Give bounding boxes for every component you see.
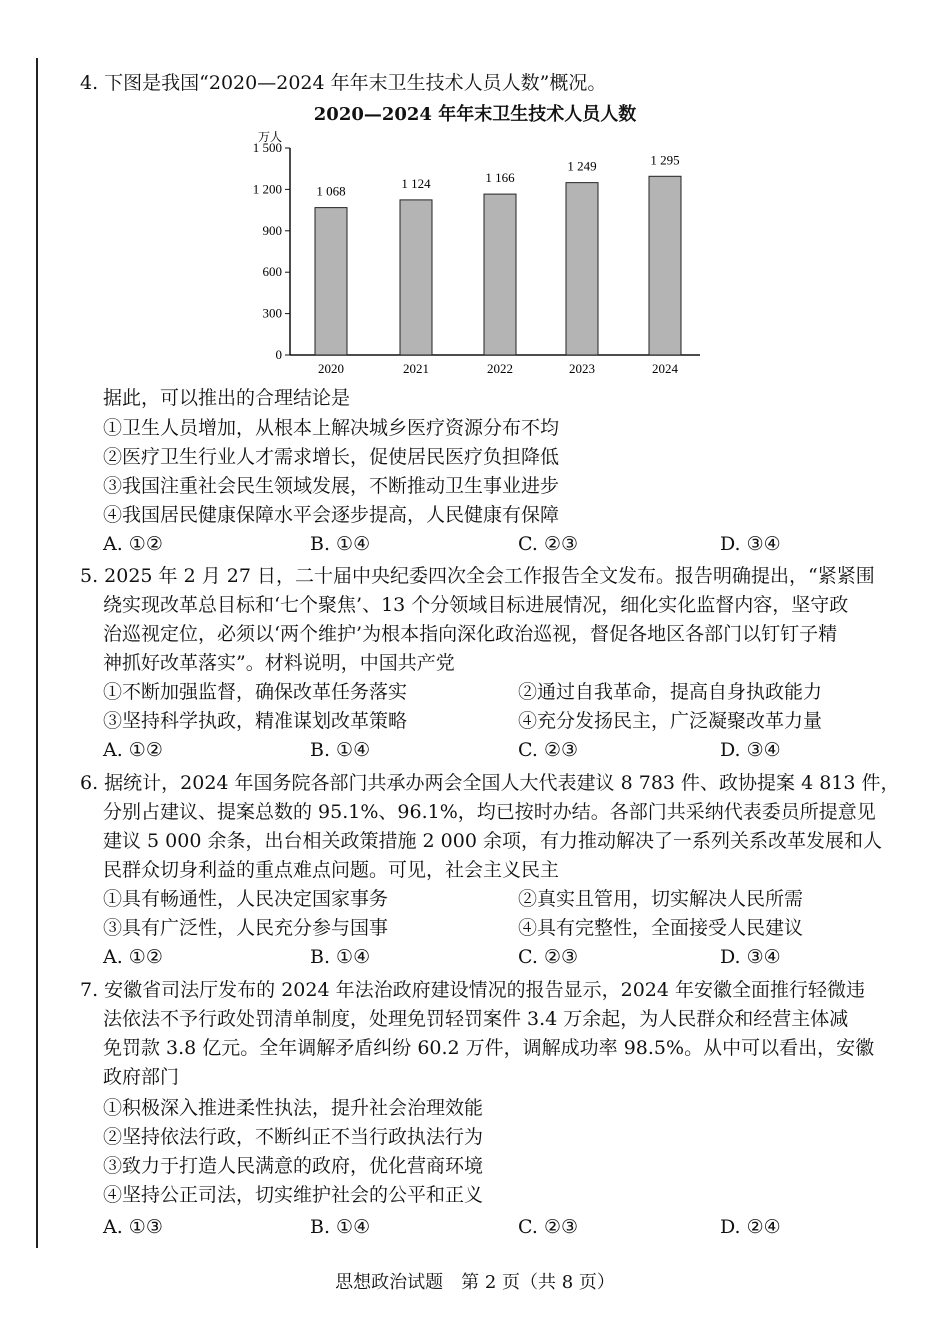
q7-line-1: 7. 安徽省司法厅发布的 2024 年法治政府建设情况的报告显示，2024 年安徽全面推行轻微违: [80, 979, 865, 1001]
q4-choice-d[interactable]: D. ③④: [720, 533, 781, 555]
q5-item-1: ①不断加强监督，确保改革任务落实: [103, 681, 408, 703]
bar-value-label: 1 124: [401, 175, 431, 191]
q7-choice-a[interactable]: A. ①③: [103, 1216, 163, 1238]
y-tick-label: 300: [262, 305, 282, 321]
bar-value-label: 1 068: [316, 183, 346, 199]
bar-2024: [649, 176, 681, 355]
y-tick-label: 600: [262, 264, 282, 280]
bar-2021: [400, 200, 432, 355]
q4-stem: 4. 下图是我国“2020—2024 年年末卫生技术人员人数”概况。: [80, 72, 607, 94]
q4-lead: 据此，可以推出的合理结论是: [103, 387, 351, 409]
q5-choice-d[interactable]: D. ③④: [720, 739, 781, 761]
q7-choice-d[interactable]: D. ②④: [720, 1216, 781, 1238]
q4-item-3: ③我国注重社会民生领域发展，不断推动卫生事业进步: [103, 475, 560, 497]
x-tick-label: 2023: [569, 361, 595, 376]
q7-item-4: ④坚持公正司法，切实维护社会的公平和正义: [103, 1184, 484, 1206]
q6-line-1: 6. 据统计，2024 年国务院各部门共承办两会全国人大代表建议 8 783 件、政协提案 4 813 件，: [80, 772, 900, 794]
chart-title: 2020—2024 年年末卫生技术人员人数: [313, 104, 637, 125]
q4-item-1: ①卫生人员增加，从根本上解决城乡医疗资源分布不均: [103, 417, 560, 439]
q6-line-2: 分别占建议、提案总数的 95.1%、96.1%，均已按时办结。各部门共采纳代表委员所提意见: [103, 801, 876, 823]
q5-item-3: ③坚持科学执政，精准谋划改革策略: [103, 710, 408, 732]
bar-value-label: 1 295: [650, 152, 680, 168]
bar-value-label: 1 249: [567, 158, 597, 174]
q6-item-4: ④具有完整性，全面接受人民建议: [518, 917, 804, 939]
q6-line-3: 建议 5 000 余条，出台相关政策措施 2 000 余项，有力推动解决了一系列关系改革发展和人: [103, 830, 882, 852]
x-tick-label: 2020: [318, 361, 344, 376]
q7-item-1: ①积极深入推进柔性执法，提升社会治理效能: [103, 1097, 484, 1119]
y-tick-label: 0: [275, 347, 282, 362]
q6-item-2: ②真实且管用，切实解决人民所需: [518, 888, 804, 910]
q5-line-3: 治巡视定位，必须以‘两个维护’为根本指向深化政治巡视，督促各地区各部门以钉钉子精: [103, 623, 838, 645]
y-axis-unit: 万人: [257, 130, 283, 144]
y-tick-label: 1 200: [252, 181, 282, 197]
q5-line-2: 绕实现改革总目标和‘七个聚焦’、13 个分领域目标进展情况，细化实化监督内容，坚守政: [103, 594, 849, 616]
q5-choice-b[interactable]: B. ①④: [310, 739, 371, 761]
q7-line-4: 政府部门: [103, 1066, 180, 1088]
q7-item-2: ②坚持依法行政，不断纠正不当行政执法行为: [103, 1126, 484, 1148]
q6-choice-b[interactable]: B. ①④: [310, 946, 371, 968]
q6-item-1: ①具有畅通性，人民决定国家事务: [103, 888, 389, 910]
q5-choice-c[interactable]: C. ②③: [518, 739, 579, 761]
q6-choice-c[interactable]: C. ②③: [518, 946, 579, 968]
bar-2023: [566, 183, 598, 355]
q7-choice-b[interactable]: B. ①④: [310, 1216, 371, 1238]
bar-value-label: 1 166: [485, 170, 515, 186]
y-tick-label: 1 500: [252, 140, 282, 155]
x-tick-label: 2021: [403, 361, 429, 376]
q6-line-4: 民群众切身利益的重点难点问题。可见，社会主义民主: [103, 859, 560, 881]
y-tick-label: 900: [262, 222, 282, 238]
q4-choice-b[interactable]: B. ①④: [310, 533, 371, 555]
q4-choice-c[interactable]: C. ②③: [518, 533, 579, 555]
bar-2020: [315, 208, 347, 355]
q4-choice-a[interactable]: A. ①②: [103, 533, 163, 555]
q5-line-4: 神抓好改革落实”。材料说明，中国共产党: [103, 652, 455, 674]
q6-item-3: ③具有广泛性，人民充分参与国事: [103, 917, 389, 939]
q7-line-2: 法依法不予行政处罚清单制度，处理免罚轻罚案件 3.4 万余起，为人民群众和经营主体减: [103, 1008, 849, 1030]
q7-item-3: ③致力于打造人民满意的政府，优化营商环境: [103, 1155, 484, 1177]
q5-choice-a[interactable]: A. ①②: [103, 739, 163, 761]
page-footer: 思想政治试题 第 2 页（共 8 页）: [335, 1272, 615, 1293]
q4-item-4: ④我国居民健康保障水平会逐步提高，人民健康有保障: [103, 504, 560, 526]
x-tick-label: 2022: [487, 361, 513, 376]
q6-choice-a[interactable]: A. ①②: [103, 946, 163, 968]
bar-2022: [484, 194, 516, 355]
q7-choice-c[interactable]: C. ②③: [518, 1216, 579, 1238]
x-tick-label: 2024: [652, 361, 678, 376]
bar-chart: [0, 0, 950, 400]
q6-choice-d[interactable]: D. ③④: [720, 946, 781, 968]
q7-line-3: 免罚款 3.8 亿元。全年调解矛盾纠纷 60.2 万件，调解成功率 98.5%。从中可以看出，安徽: [103, 1037, 875, 1059]
q5-item-2: ②通过自我革命，提高自身执政能力: [518, 681, 823, 703]
q5-item-4: ④充分发扬民主，广泛凝聚改革力量: [518, 710, 823, 732]
q4-item-2: ②医疗卫生行业人才需求增长，促使居民医疗负担降低: [103, 446, 560, 468]
q5-line-1: 5. 2025 年 2 月 27 日，二十届中央纪委四次全会工作报告全文发布。报告明确提出，“紧紧围: [80, 565, 875, 587]
